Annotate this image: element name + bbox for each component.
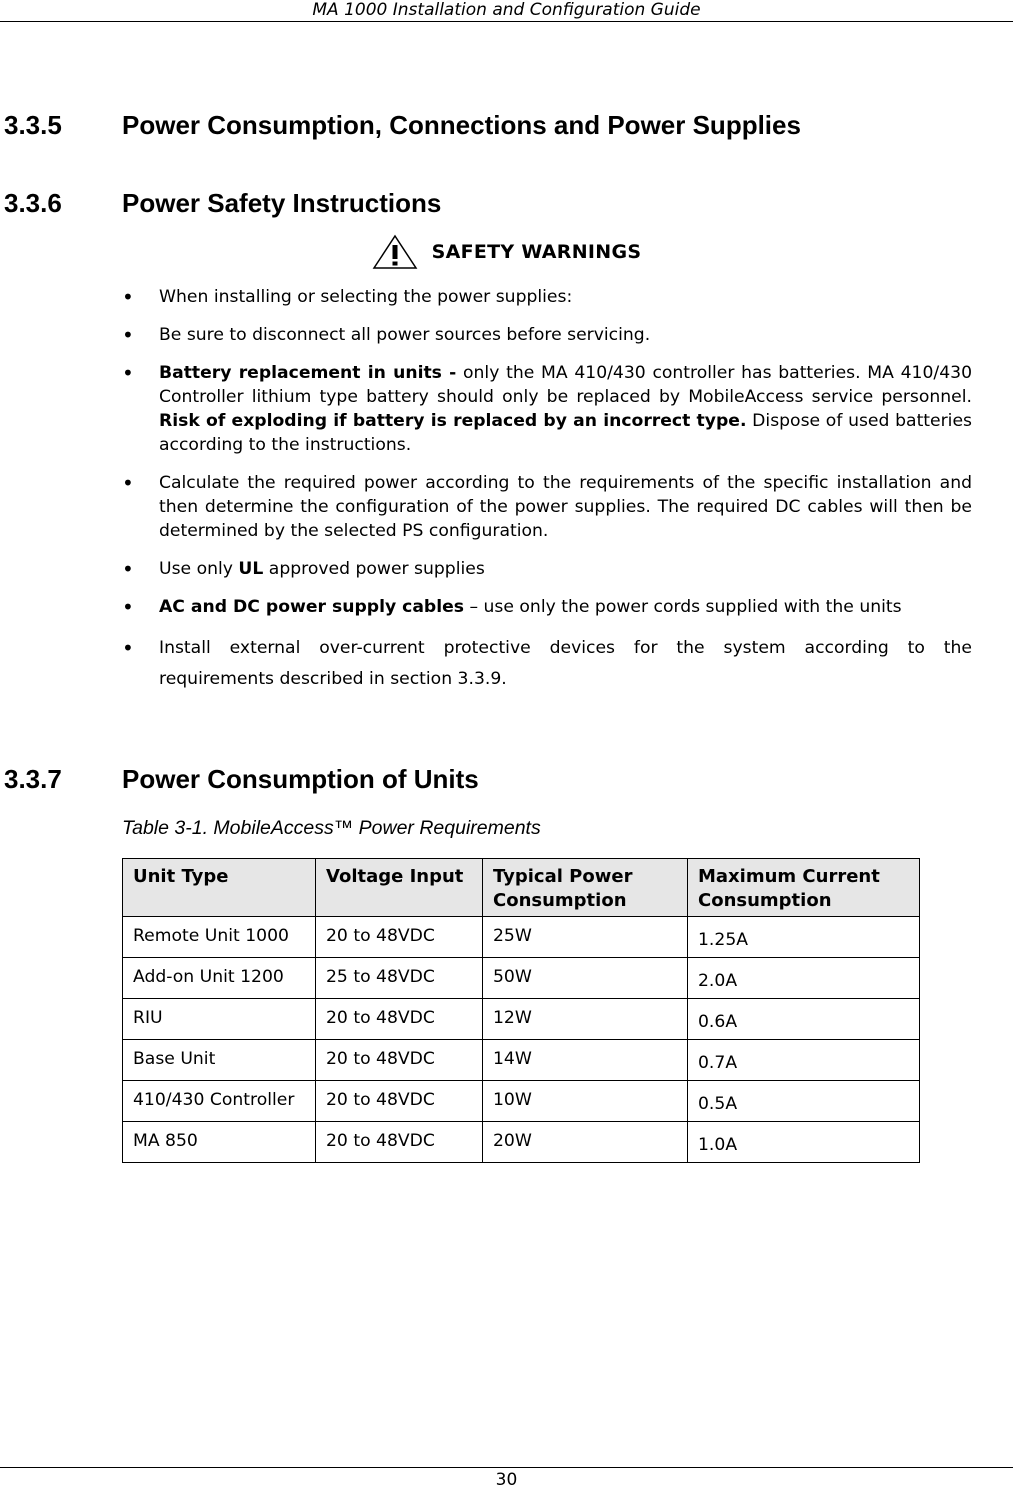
table-cell: 25 to 48VDC xyxy=(316,958,483,999)
safety-warnings-label: SAFETY WARNINGS xyxy=(431,241,642,263)
table-cell: Remote Unit 1000 xyxy=(123,917,316,958)
list-item xyxy=(122,361,972,457)
bullet-text: When installing or selecting the power supplies: xyxy=(159,287,573,307)
bullet-text: – use only the power cords supplied with the units xyxy=(464,597,902,617)
section-title: Power Consumption of Units xyxy=(122,764,479,794)
bullet-text: only the MA 410/430 controller has batteries. MA 410/430 Controller lithium type battery should only be replaced by MobileAccess service personnel. xyxy=(159,363,973,407)
bullet-icon: • xyxy=(122,471,134,495)
table-cell: 0.5A xyxy=(688,1081,920,1122)
table-row xyxy=(123,917,920,958)
list-item xyxy=(122,633,972,695)
bullet-text-line2: requirements described in section 3.3.9. xyxy=(159,669,507,689)
table-row xyxy=(123,1040,920,1081)
column-header: Voltage Input xyxy=(316,859,483,917)
bullet-text: Dispose of used batteries according to the instructions. xyxy=(159,411,972,455)
table-caption: Table 3-1. MobileAccess™ Power Requirements xyxy=(122,817,541,839)
list-item xyxy=(122,595,972,619)
table-header-row xyxy=(123,859,920,917)
table-cell: 10W xyxy=(483,1081,688,1122)
bullet-text: Calculate the required power according to the requirements of the specific installation and then determine the configuration of the power supplies. The required DC cables will then be determined by the selected PS configuration. xyxy=(159,473,972,541)
table-cell: Base Unit xyxy=(123,1040,316,1081)
table-cell: 2.0A xyxy=(688,958,920,999)
column-header: Maximum Current Consumption xyxy=(688,859,920,917)
safety-bullet-list xyxy=(122,285,972,695)
table-cell: 0.6A xyxy=(688,999,920,1040)
column-header: Unit Type xyxy=(123,859,316,917)
section-heading-3-3-7 xyxy=(4,764,479,794)
bullet-icon: • xyxy=(122,361,134,385)
table-cell: 410/430 Controller xyxy=(123,1081,316,1122)
bullet-icon: • xyxy=(122,285,134,309)
table-row xyxy=(123,1122,920,1163)
bullet-bold: AC and DC power supply cables xyxy=(159,597,465,617)
bullet-bold-lead: Battery replacement in units - xyxy=(159,363,457,383)
table-cell: 1.25A xyxy=(688,917,920,958)
table-cell: 1.0A xyxy=(688,1122,920,1163)
table-cell: 50W xyxy=(483,958,688,999)
bullet-icon: • xyxy=(122,595,134,619)
table-cell: 20 to 48VDC xyxy=(316,1081,483,1122)
bullet-icon: • xyxy=(122,323,134,347)
table-cell: 20 to 48VDC xyxy=(316,1040,483,1081)
section-heading-3-3-5 xyxy=(4,110,801,140)
table-cell: RIU xyxy=(123,999,316,1040)
table-row xyxy=(123,1081,920,1122)
table-cell: 14W xyxy=(483,1040,688,1081)
table-cell: 12W xyxy=(483,999,688,1040)
section-heading-3-3-6 xyxy=(4,188,441,218)
power-requirements-table xyxy=(122,858,920,1163)
table-cell: 0.7A xyxy=(688,1040,920,1081)
table-cell: 20 to 48VDC xyxy=(316,999,483,1040)
running-header: MA 1000 Installation and Configuration Guide xyxy=(0,0,1013,22)
table-cell: 20 to 48VDC xyxy=(316,917,483,958)
table-cell: 20 to 48VDC xyxy=(316,1122,483,1163)
table-cell: Add-on Unit 1200 xyxy=(123,958,316,999)
bullet-bold: UL xyxy=(238,559,264,579)
table-row xyxy=(123,999,920,1040)
bullet-text-line1: Install external over-current protective devices for the system according to the xyxy=(159,638,972,658)
bullet-text: Use only xyxy=(159,559,239,579)
table-cell: 20W xyxy=(483,1122,688,1163)
bullet-text: approved power supplies xyxy=(263,559,485,579)
section-number: 3.3.5 xyxy=(4,110,62,140)
section-title: Power Safety Instructions xyxy=(122,188,442,218)
list-item xyxy=(122,471,972,543)
table-cell: 25W xyxy=(483,917,688,958)
bullet-icon: • xyxy=(122,636,134,660)
list-item xyxy=(122,285,972,309)
list-item xyxy=(122,323,972,347)
section-number: 3.3.6 xyxy=(4,188,62,218)
table-cell: MA 850 xyxy=(123,1122,316,1163)
page-number: 30 xyxy=(0,1467,1013,1491)
section-title: Power Consumption, Connections and Power Supplies xyxy=(122,110,801,140)
list-item xyxy=(122,557,972,581)
bullet-icon: • xyxy=(122,557,134,581)
column-header: Typical Power Consumption xyxy=(483,859,688,917)
bullet-bold-warning: Risk of exploding if battery is replaced by an incorrect type. xyxy=(159,411,747,431)
section-number: 3.3.7 xyxy=(4,764,62,794)
bullet-text: Be sure to disconnect all power sources before servicing. xyxy=(159,325,651,345)
warning-triangle-icon xyxy=(372,234,418,270)
table-row xyxy=(123,958,920,999)
safety-warnings-heading xyxy=(0,234,1013,270)
